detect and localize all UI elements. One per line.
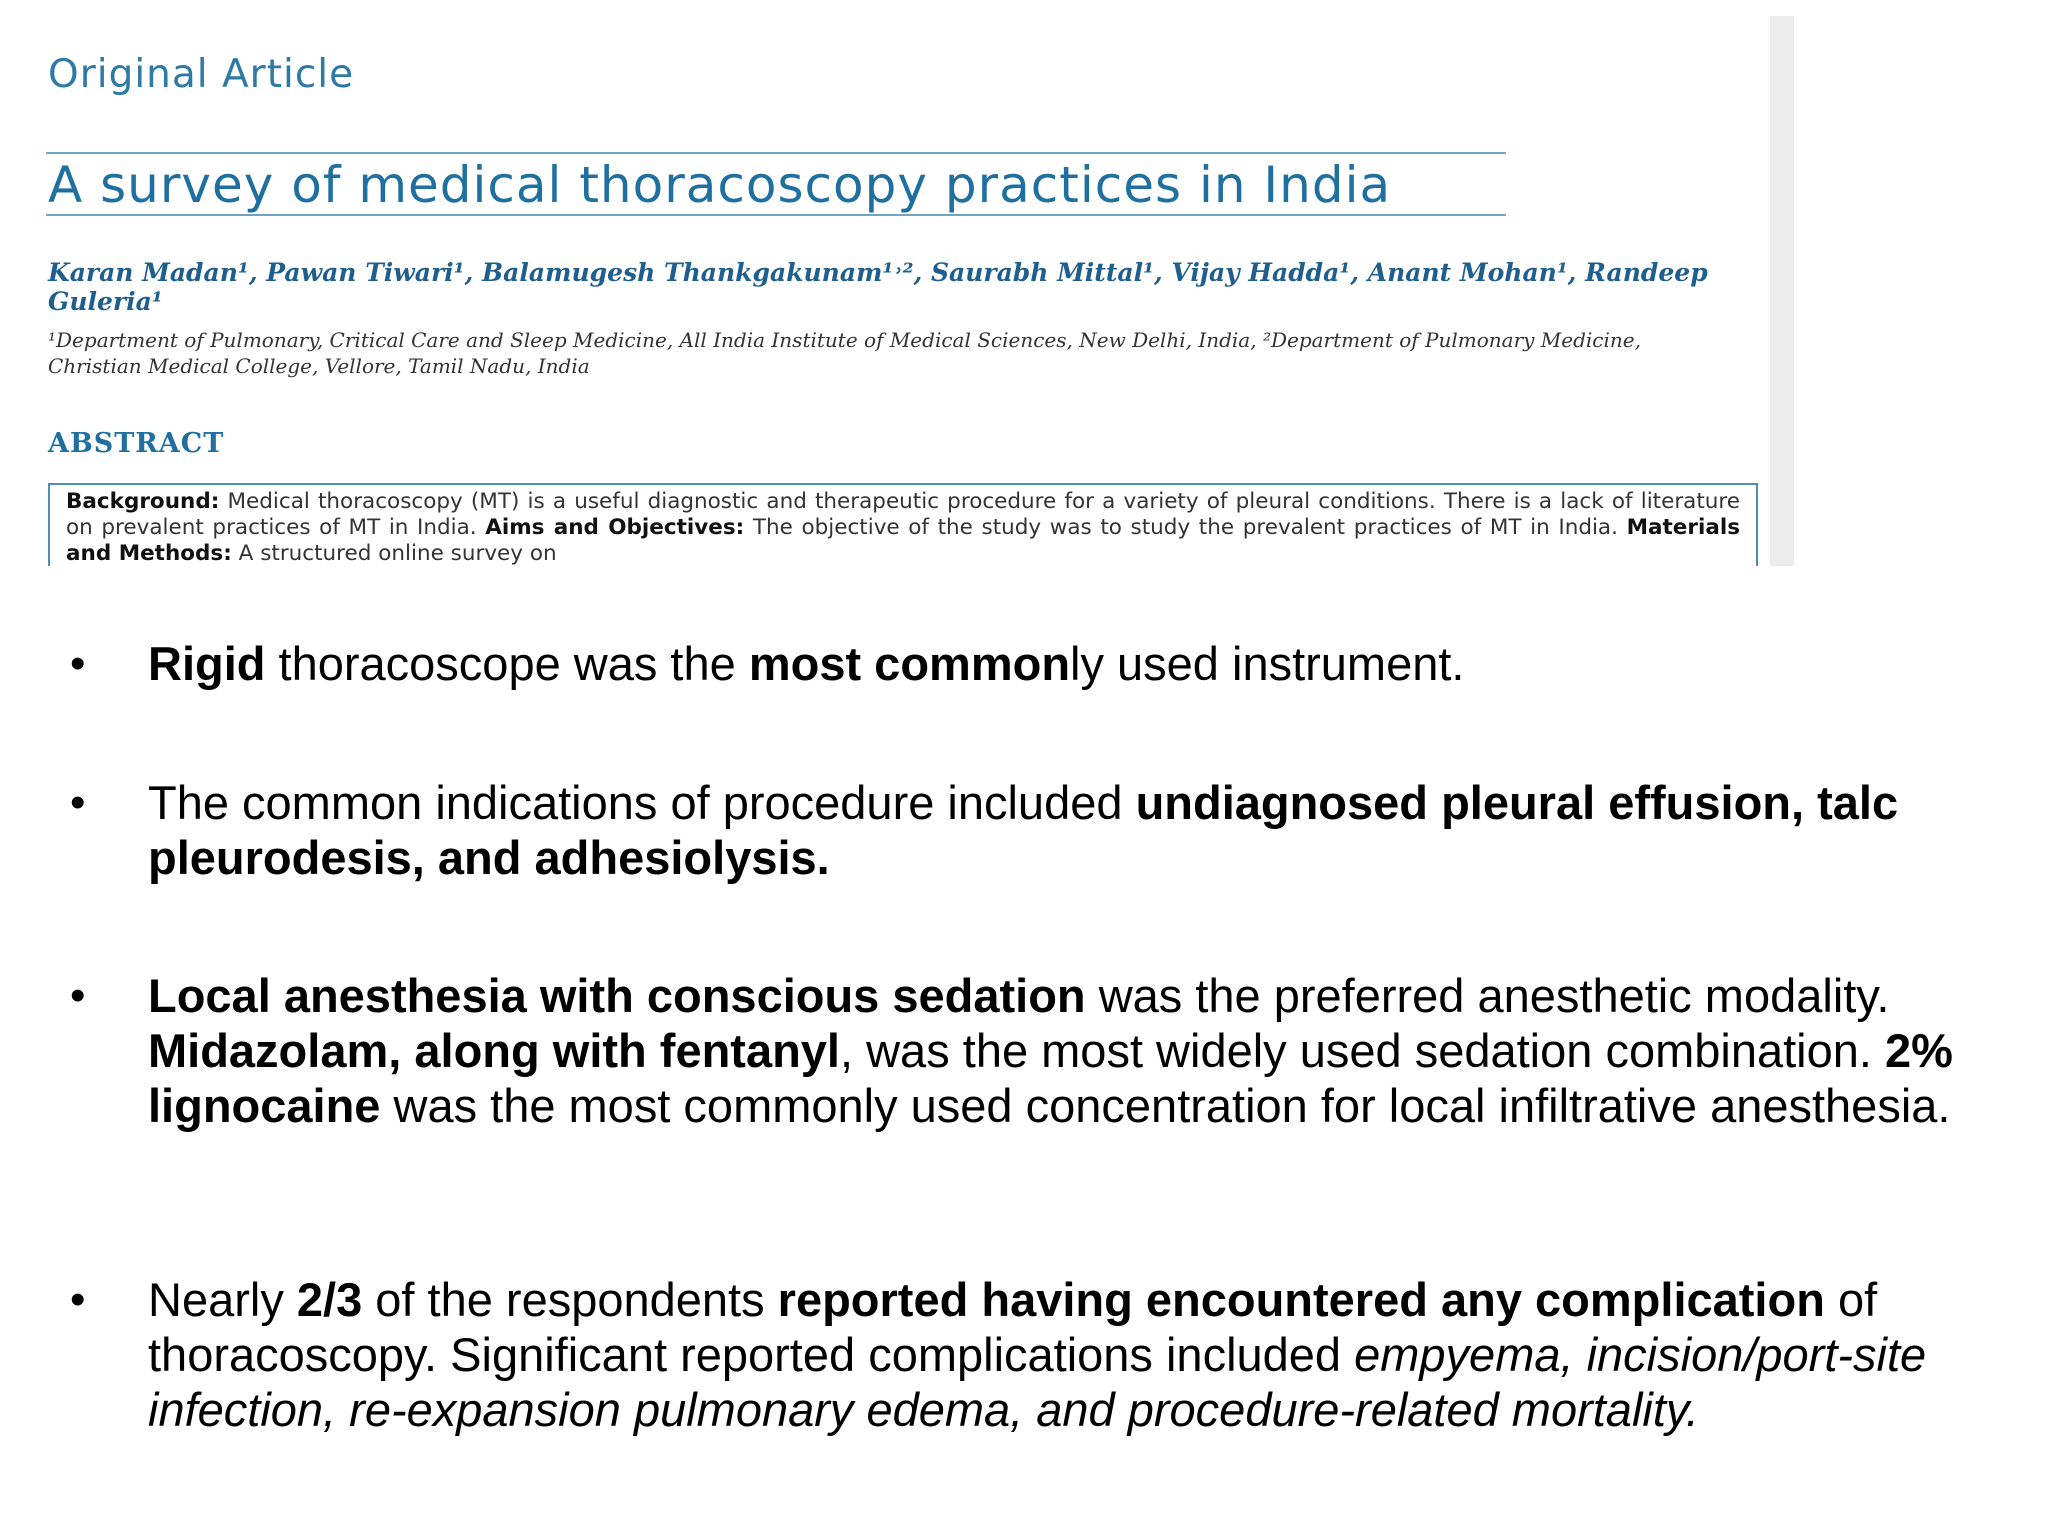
finding-indications — [70, 775, 2008, 885]
finding-text-bold: Local anesthesia with conscious sedation — [148, 969, 1086, 1022]
abstract-heading: ABSTRACT — [48, 428, 225, 459]
finding-text-bold: most common — [748, 637, 1071, 690]
finding-text: , was the most widely used sedation combination. — [840, 1024, 1885, 1077]
article-authors: Karan Madan¹, Pawan Tiwari¹, Balamugesh Thankgakunam¹˒², Saurabh Mittal¹, Vijay Hadda¹, Anant Mohan¹, Randeep Guleria¹ — [48, 258, 1708, 316]
finding-text-bold: 2/3 — [296, 1273, 363, 1326]
finding-text: was the preferred anesthetic modality. — [1085, 969, 1890, 1022]
finding-anesthesia — [70, 968, 2008, 1133]
finding-text: thoracoscope was the — [265, 637, 749, 690]
abstract-methods-text: A structured online survey on — [231, 541, 557, 566]
abstract-aims-label: Aims and Objectives: — [485, 515, 745, 540]
finding-text-bold: Midazolam, along with fentanyl — [148, 1024, 840, 1077]
abstract-methods-label: Materials and Methods: — [66, 515, 1740, 566]
abstract-aims-text: The objective of the study was to study the prevalent practices of MT in India. — [744, 515, 1627, 540]
bullet-marker: • — [70, 971, 86, 1020]
finding-text-bold: 2% lignocaine — [148, 1024, 1953, 1132]
finding-text: of the respondents — [362, 1273, 778, 1326]
finding-text: of thoracoscopy. Significant reported complications included — [148, 1273, 1878, 1381]
finding-complications — [70, 1272, 2008, 1437]
finding-text: Nearly — [148, 1273, 297, 1326]
finding-text-bold: Rigid — [148, 637, 266, 690]
finding-text-bold: reported having encountered any complication — [777, 1273, 1825, 1326]
abstract-background-label: Background: — [66, 489, 220, 514]
finding-text-italic: empyema, incision/port-site infection, re-expansion pulmonary edema, and procedure-related mortality. — [148, 1328, 1927, 1436]
finding-text: ly used instrument. — [1070, 637, 1465, 690]
bullet-marker: • — [70, 1275, 86, 1324]
bullet-marker: • — [70, 778, 86, 827]
article-affiliation: ¹Department of Pulmonary, Critical Care and Sleep Medicine, All India Institute of Medical Sciences, New Delhi, India, ²Department of Pulmonary Medicine, Christian Medical College, Vellore, Tamil Nadu, India — [48, 328, 1641, 378]
finding-text: was the most commonly used concentration for local infiltrative anesthesia. — [380, 1079, 1951, 1132]
finding-instrument — [70, 636, 2008, 691]
bullet-marker: • — [70, 639, 86, 688]
article-title: A survey of medical thoracoscopy practices in India — [48, 156, 1392, 214]
article-type-label: Original Article — [48, 52, 355, 97]
abstract-background-text: Medical thoracoscopy (MT) is a useful diagnostic and therapeutic procedure for a variety of pleural conditions. There is a lack of literature on prevalent practices of MT in India. — [66, 489, 1740, 540]
finding-text: The common indications of procedure included — [148, 776, 1136, 829]
finding-text-bold: undiagnosed pleural effusion, talc pleurodesis, and adhesiolysis. — [148, 776, 1899, 884]
